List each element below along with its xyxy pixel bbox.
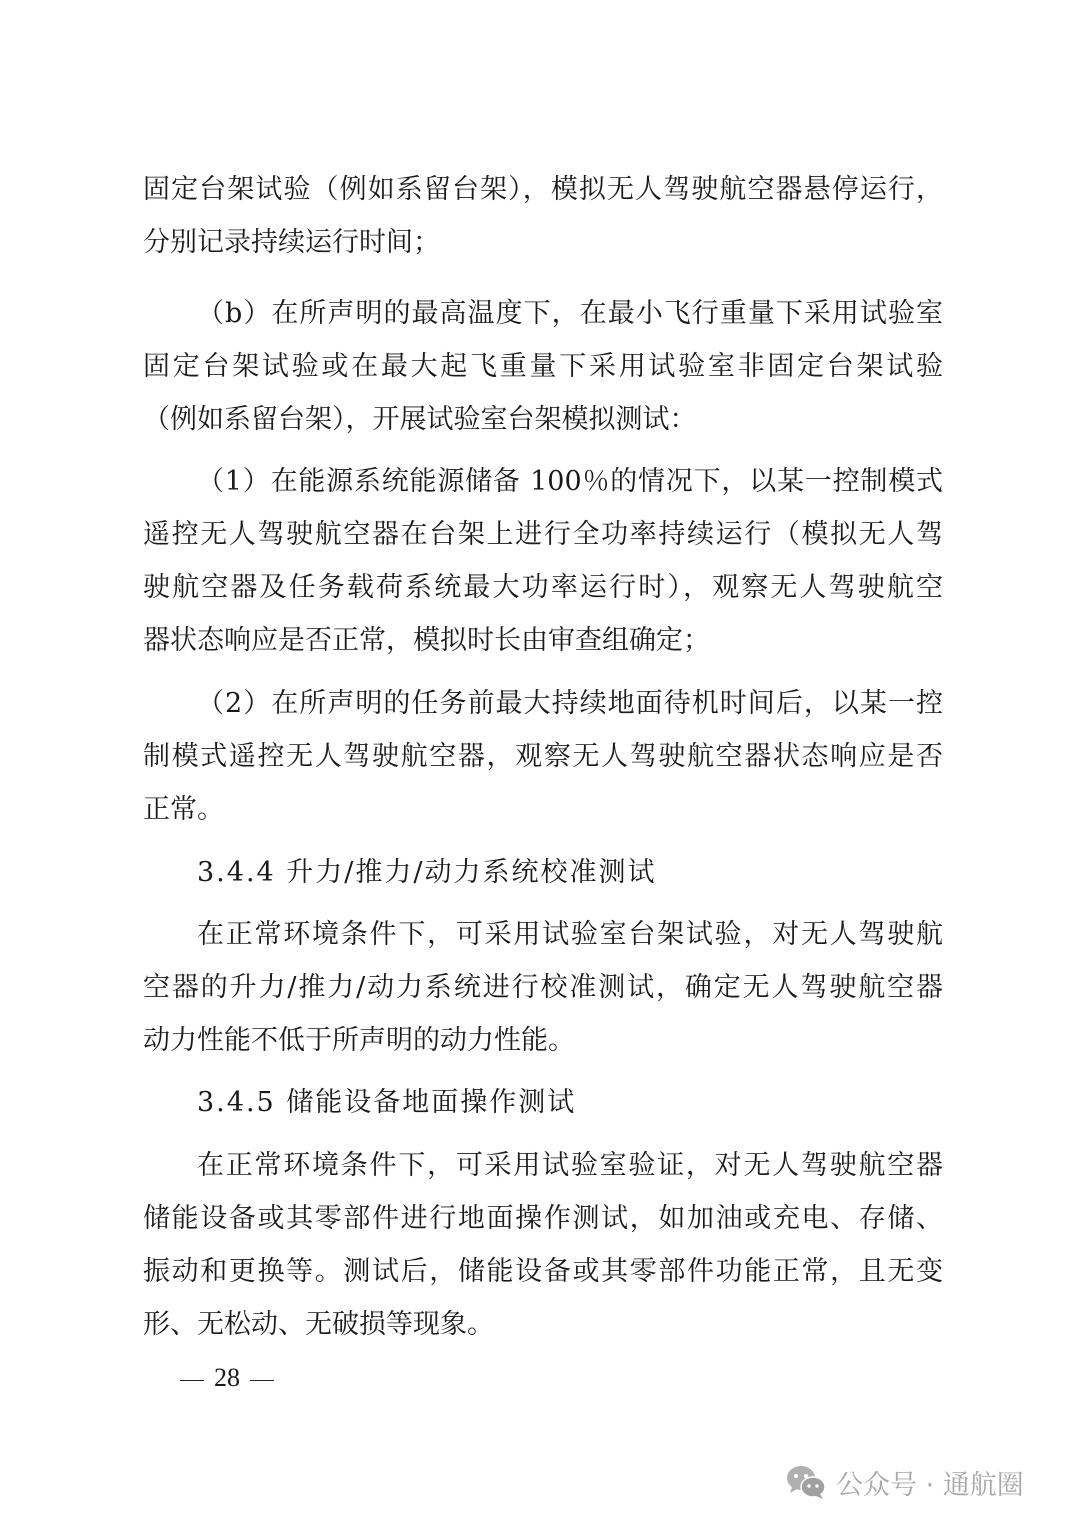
text-line: （2）在所声明的任务前最大持续地面待机时间后，以某一控 xyxy=(197,688,943,719)
text-line: 驶航空器及任务载荷系统最大功率运行时），观察无人驾驶航空 xyxy=(143,572,943,603)
text-line: 遥控无人驾驶航空器在台架上进行全功率持续运行（模拟无人驾 xyxy=(143,519,943,550)
text-line: （例如系留台架），开展试验室台架模拟测试： xyxy=(143,404,697,435)
section-heading-3-4-4: 3.4.4 升力/推力/动力系统校准测试 xyxy=(197,857,657,888)
section-heading-3-4-5: 3.4.5 储能设备地面操作测试 xyxy=(197,1087,577,1118)
text-line: 分别记录持续运行时间； xyxy=(143,227,440,258)
text-line: 形、无松动、无破损等现象。 xyxy=(143,1309,494,1340)
text-line: 动力性能不低于所声明的动力性能。 xyxy=(143,1025,575,1056)
text-line: 在正常环境条件下，可采用试验室台架试验，对无人驾驶航 xyxy=(197,919,943,950)
text-line: 制模式遥控无人驾驶航空器，观察无人驾驶航空器状态响应是否 xyxy=(143,741,943,772)
text-line: 储能设备或其零部件进行地面操作测试，如加油或充电、存储、 xyxy=(143,1203,943,1234)
text-line: 正常。 xyxy=(143,794,224,825)
dash-right xyxy=(250,1380,274,1381)
text-line: 固定台架试验或在最大起飞重量下采用试验室非固定台架试验 xyxy=(143,351,943,382)
text-line: 空器的升力/推力/动力系统进行校准测试，确定无人驾驶航空器 xyxy=(143,972,943,1003)
page-number-value: 28 xyxy=(214,1363,240,1392)
dash-left xyxy=(180,1380,204,1381)
page-number xyxy=(170,1360,284,1396)
text-line: （1）在能源系统能源储备 100％的情况下，以某一控制模式 xyxy=(197,466,943,497)
text-line: 器状态响应是否正常，模拟时长由审查组确定； xyxy=(143,625,710,656)
wechat-icon xyxy=(786,1465,826,1499)
watermark xyxy=(786,1460,1024,1504)
watermark-text: 公众号 · 通航圈 xyxy=(836,1469,1024,1501)
text-line: 振动和更换等。测试后，储能设备或其零部件功能正常，且无变 xyxy=(143,1256,943,1287)
text-line: 在正常环境条件下，可采用试验室验证，对无人驾驶航空器 xyxy=(197,1150,943,1181)
text-line: （b）在所声明的最高温度下，在最小飞行重量下采用试验室 xyxy=(197,298,943,329)
text-line: 固定台架试验（例如系留台架），模拟无人驾驶航空器悬停运行， xyxy=(143,174,943,205)
